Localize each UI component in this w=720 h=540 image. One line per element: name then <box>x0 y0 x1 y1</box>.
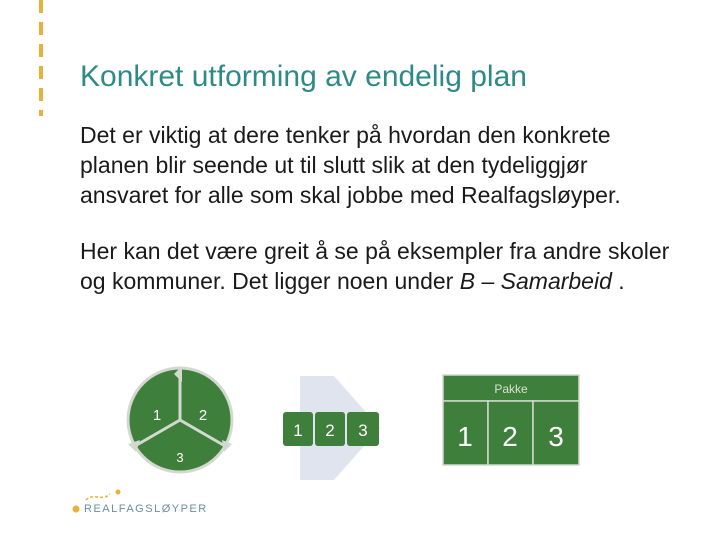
arrow-label-1: 1 <box>293 421 303 440</box>
cycle-label-1: 1 <box>152 407 162 424</box>
arrow-process-diagram <box>283 376 380 480</box>
paragraph-2-emphasis: B – Samarbeid <box>459 268 612 294</box>
arrow-label-2: 2 <box>325 421 335 440</box>
package-header-label: Pakke <box>494 382 528 396</box>
paragraph-2-text: Her kan det være greit å se på eksempler fra andre skoler og kommuner. Det ligger noen under <box>80 238 670 294</box>
cycle-label-3: 3 <box>176 450 184 465</box>
paragraph-2-end: . <box>611 268 625 294</box>
realfagsloyper-logo <box>68 486 208 526</box>
cycle-label-2: 2 <box>198 407 208 424</box>
package-label-1: 1 <box>457 421 473 452</box>
package-label-2: 2 <box>502 421 518 452</box>
cycle-diagram <box>128 366 232 472</box>
slide-title: Konkret utforming av endelig plan <box>80 60 527 93</box>
package-label-3: 3 <box>548 421 564 452</box>
package-diagram <box>443 375 579 465</box>
logo-text: REALFAGSLØYPER <box>84 503 208 515</box>
paragraph-1: Det er viktig at dere tenker på hvordan den konkrete planen blir seende ut til slutt slik at den tydeliggjør ansvaret for alle som skal jobbe med Realfagsløyper. <box>80 122 621 208</box>
arrow-label-3: 3 <box>358 421 368 440</box>
